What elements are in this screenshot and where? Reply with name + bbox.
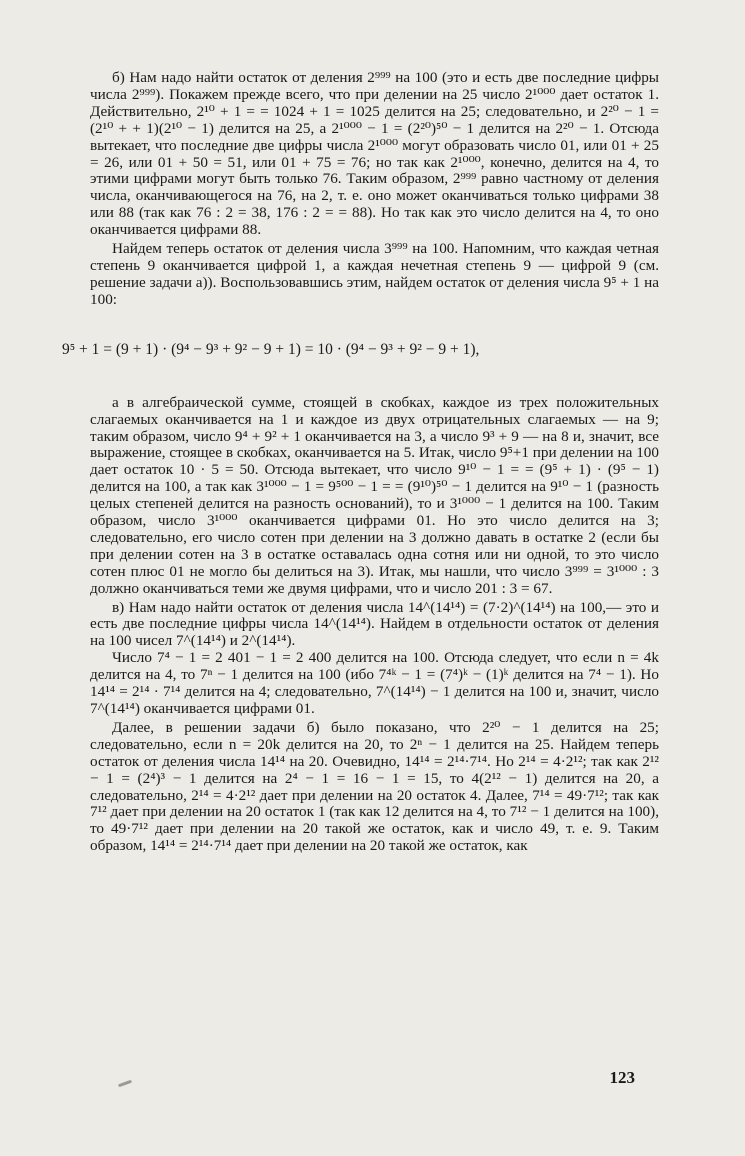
- page-number: 123: [609, 1068, 635, 1087]
- paragraph-v-solution: в) Нам надо найти остаток от деления числа 14^(14¹⁴) = (7·2)^(14¹⁴) на 100,— это и есть две последние цифры числа 14^(14¹⁴). Найдем в отдельности остаток от деления на 100 чисел 7^(14¹⁴) и 2^(14¹⁴).: [90, 598, 659, 650]
- paragraph-b-solution: б) Нам надо найти остаток от деления 2⁹⁹⁹ на 100 (это и есть две последние цифры числа 2⁹⁹⁹). Покажем прежде всего, что при делении на 25 число 2¹⁰⁰⁰ дает остаток 1. Действительно, 2¹⁰ + 1 = = 1024 + 1 = 1025 делится на 25; следовательно, и 2²⁰ − 1 = (2¹⁰ + + 1)(2¹⁰ − 1) делится на 25, а 2¹⁰⁰⁰ − 1 = (2²⁰)⁵⁰ − 1 делится на 2²⁰ − 1. Отсюда вытекает, что последние две цифры числа 2¹⁰⁰⁰ могут образовать число 01, или 01 + 25 = 26, или 01 + 50 = 51, или 01 + 75 = 76; но так как 2¹⁰⁰⁰, конечно, делится на 4, то этими цифрами могут быть только 76. Таким образом, 2⁹⁹⁹ равно частному от деления числа, оканчивающегося на 76, на 2, т. е. оно может оканчиваться только цифрами 38 или 88 (так как 76 : 2 = 38, 176 : 2 = = 88). Но так как это число делится на 4, то оно оканчивается цифрами 88.: [90, 69, 659, 239]
- paragraph-7-power: Число 7⁴ − 1 = 2 401 − 1 = 2 400 делится на 100. Отсюда следует, что если n = 4k делится на 4, то 7ⁿ − 1 делится на 100 (ибо 7⁴ᵏ − 1 = (7⁴)ᵏ − (1)ᵏ делится на 7⁴ − 1). Но 14¹⁴ = 2¹⁴ · 7¹⁴ делится на 4; следовательно, 7^(14¹⁴) − 1 делится на 100 и, значит, число 7^(14¹⁴) оканчивается цифрами 01.: [90, 649, 659, 717]
- formula-9-5-plus-1: 9⁵ + 1 = (9 + 1) · (9⁴ − 9³ + 9² − 9 + 1) = 10 · (9⁴ − 9³ + 9² − 9 + 1),: [62, 340, 480, 358]
- paragraph-remainder-3-999: Найдем теперь остаток от деления числа 3⁹⁹⁹ на 100. Напомним, что каждая четная степень 9 оканчивается цифрой 1, а каждая нечетная степень 9 — цифрой 9 (см. решение задачи а)). Воспользовавшись этим, найдем остаток от деления числа 9⁵ + 1 на 100:: [90, 240, 659, 308]
- paragraph-algebraic-sum: а в алгебраической сумме, стоящей в скобках, каждое из трех положительных слагаемых оканчивается на 1 и каждое из двух отрицательных слагаемых — на 9; таким образом, число 9⁴ + 9² + 1 оканчивается на 3, а число 9³ + 9 — на 8 и, значит, все выражение, стоящее в скобках, оканчивается на 5. Итак, число 9⁵+1 при делении на 100 дает остаток 10 · 5 = 50. Отсюда вытекает, что число 9¹⁰ − 1 = = (9⁵ + 1) · (9⁵ − 1) делится на 100, а так как 3¹⁰⁰⁰ − 1 = 9⁵⁰⁰ − 1 = = (9¹⁰)⁵⁰ − 1 делится на 9¹⁰ − 1 (разность целых степеней делится на разность оснований), то и 3¹⁰⁰⁰ − 1 делится на 100. Таким образом, число 3¹⁰⁰⁰ оканчивается цифрами 01. Но это число делится на 3; следовательно, его число сотен при делении на 3 должно давать в остатке 2 (если бы при делении сотен на 3 в остатке оставалась одна сотня или ни одной, то это число сотен плюс 01 не могло бы делиться на 3). Итак, мы нашли, что число 3⁹⁹⁹ = 3¹⁰⁰⁰ : 3 должно оканчиваться теми же двумя цифрами, что и число 201 : 3 = 67.: [90, 393, 659, 597]
- print-speck: [118, 1080, 132, 1088]
- paragraph-remainder-14-14: Далее, в решении задачи б) было показано, что 2²⁰ − 1 делится на 25; следовательно, если n = 20k делится на 20, то 2ⁿ − 1 делится на 25. Найдем теперь остаток от деления числа 14¹⁴ на 20. Очевидно, 14¹⁴ = 2¹⁴·7¹⁴. Но 2¹⁴ = 4·2¹²; так как 2¹² − 1 = (2⁴)³ − 1 делится на 2⁴ − 1 = 16 − 1 = 15, то 4(2¹² − 1) делится на 20, а следовательно, 2¹⁴ = 4·2¹² дает при делении на 20 остаток 4. Далее, 7¹⁴ = 49·7¹²; так как 7¹² дает при делении на 20 остаток 1 (так как 12 делится на 4, то 7¹² − 1 делится на 100), то 49·7¹² дает при делении на 20 такой же остаток, как и число 49, т. е. 9. Таким образом, 14¹⁴ = 2¹⁴·7¹⁴ дает при делении на 20 такой же остаток, как: [90, 718, 659, 855]
